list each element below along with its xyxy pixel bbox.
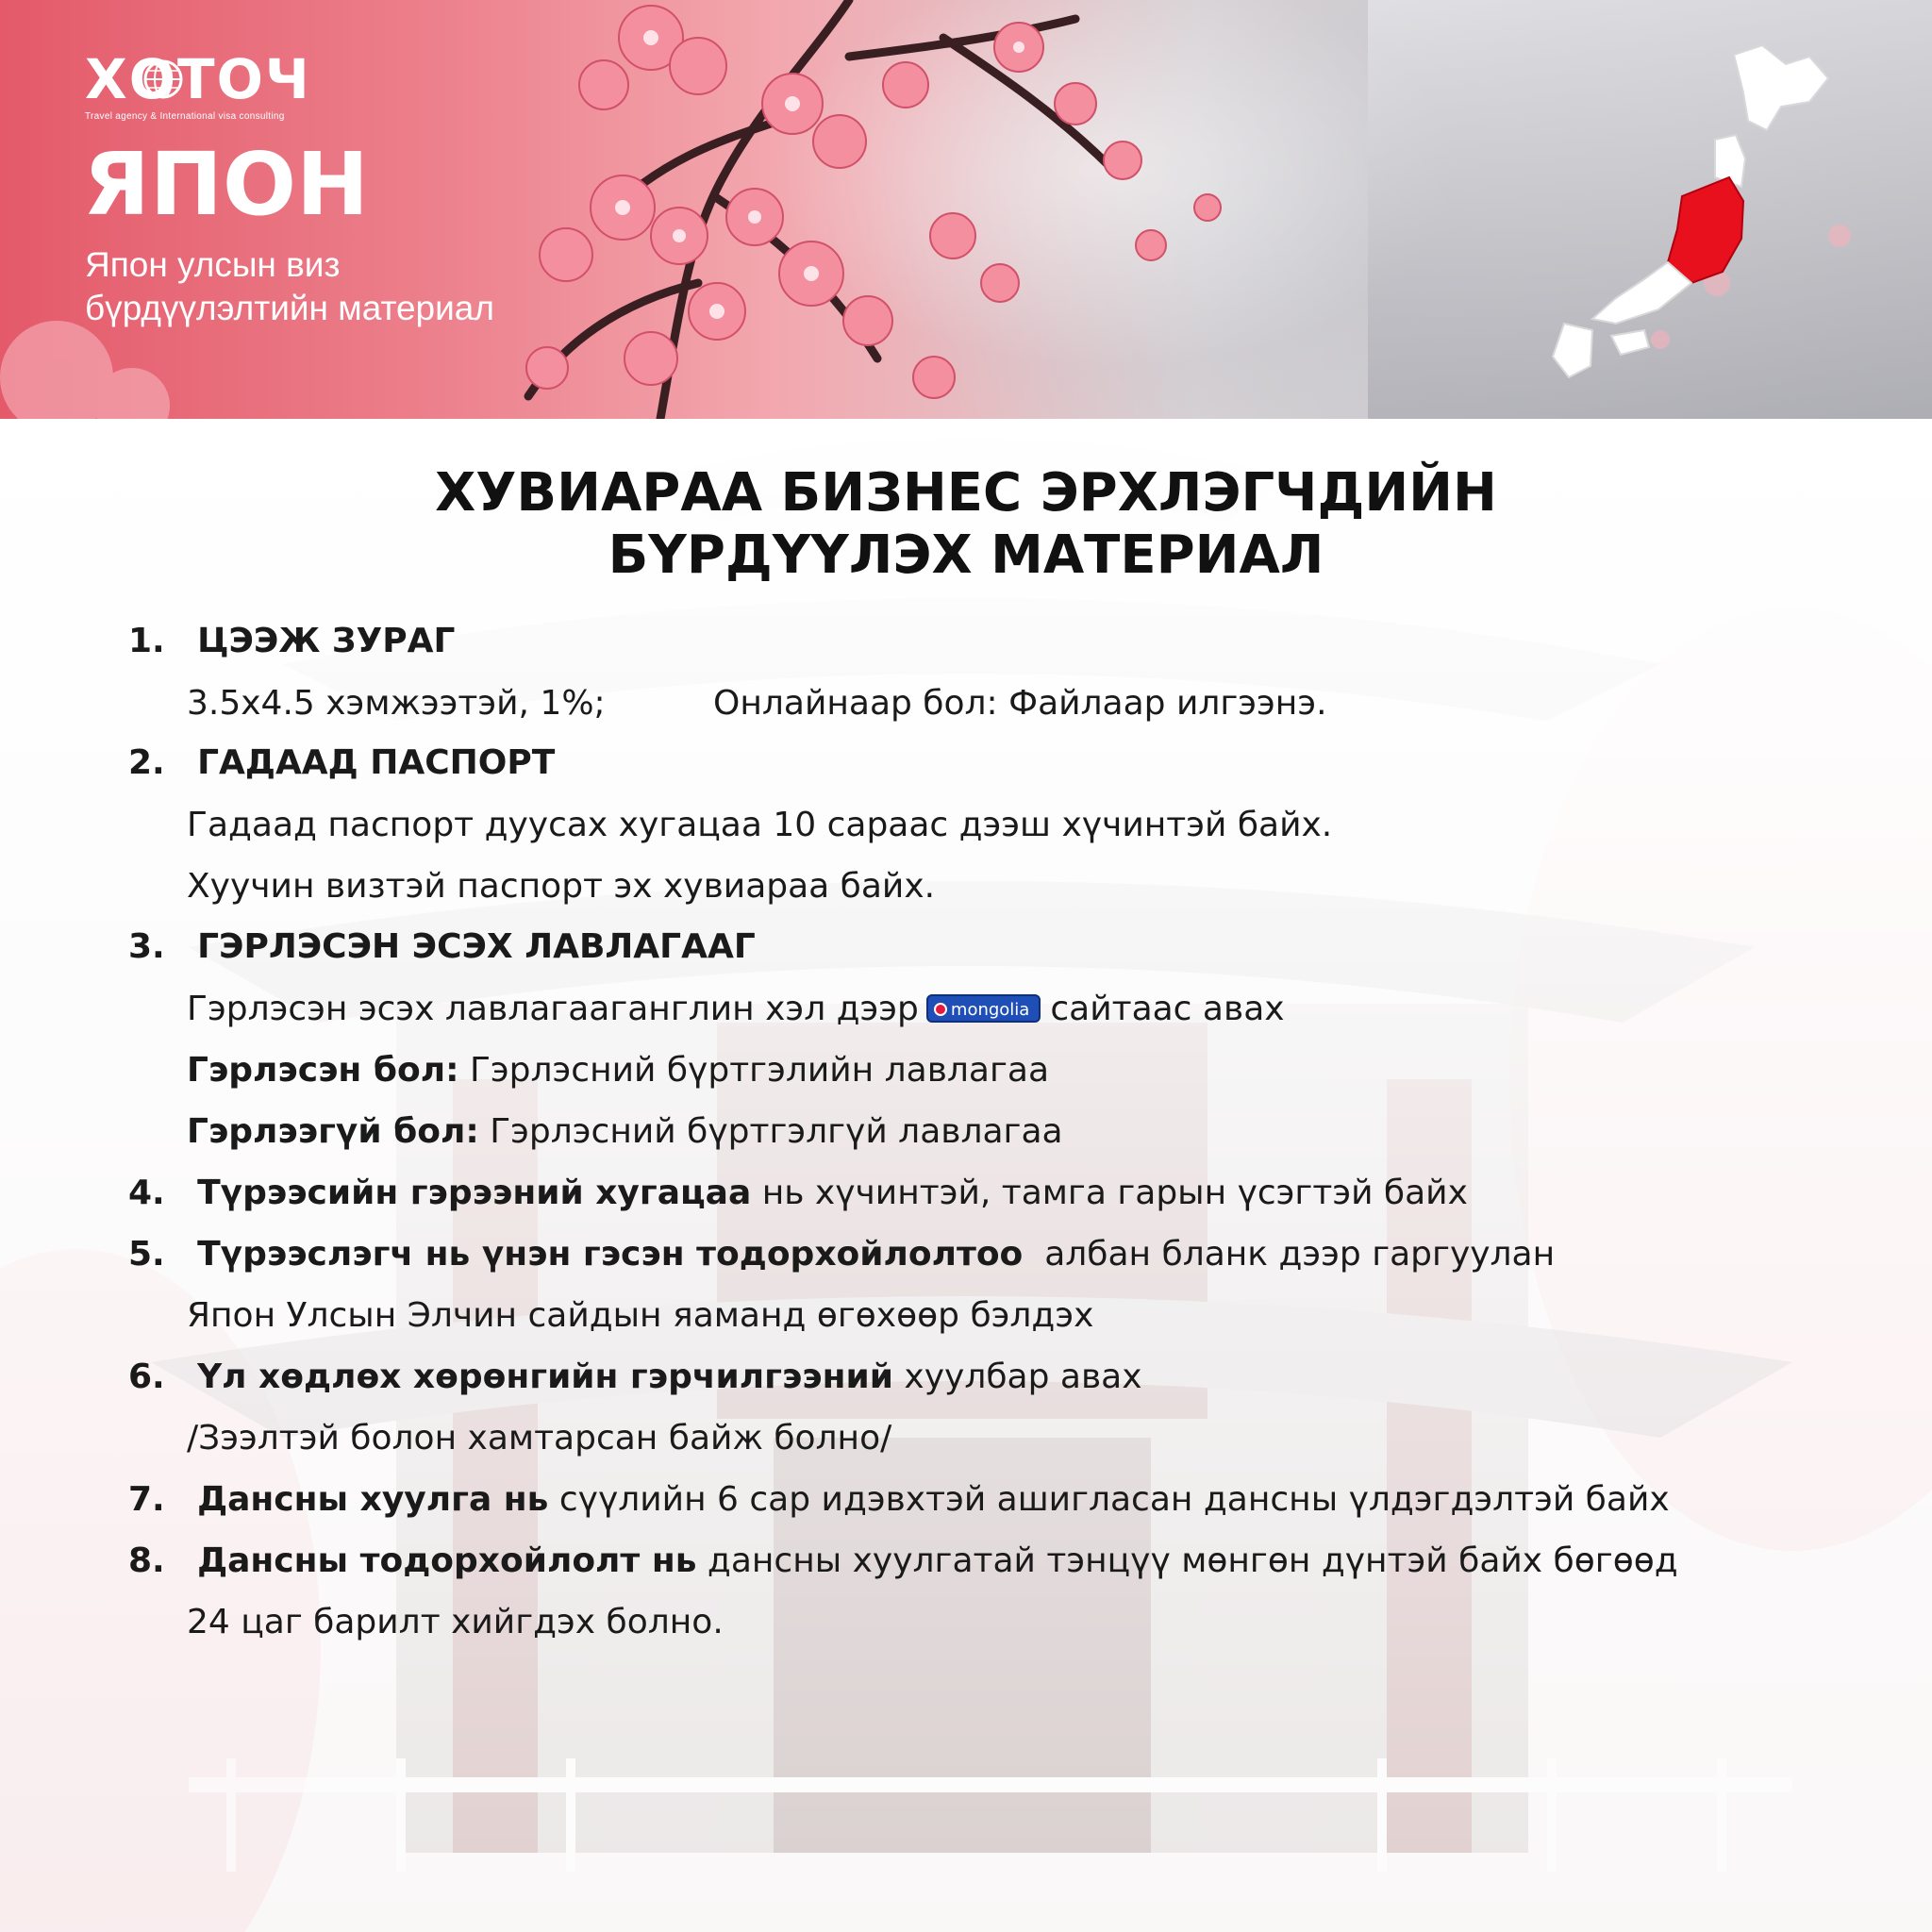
item-number: 1. bbox=[128, 622, 165, 660]
item-number: 6. bbox=[128, 1357, 165, 1396]
item-detail: Япон Улсын Элчин сайдын яаманд өгөхөөр бэлдэх bbox=[187, 1296, 1094, 1335]
item-detail: /Зээлтэй болон хамтарсан байж болно/ bbox=[187, 1419, 892, 1457]
heading-line-1: ХУВИАРАА БИЗНЕС ЭРХЛЭГЧДИЙН bbox=[435, 462, 1497, 524]
item-detail bbox=[187, 989, 1285, 1030]
item-title: Үл хөдлөх хөрөнгийн гэрчилгээний bbox=[197, 1357, 893, 1396]
item-detail bbox=[187, 1050, 1049, 1091]
list-item bbox=[128, 742, 555, 784]
item-text: албан бланк дээр гаргуулан bbox=[1044, 1235, 1556, 1274]
item-number: 7. bbox=[128, 1480, 165, 1519]
item-detail: Гадаад паспорт дуусах хугацаа 10 сараас дээш хүчинтэй байх. bbox=[187, 806, 1333, 844]
brand-tagline: Travel agency & International visa consulting bbox=[85, 111, 285, 122]
item-text: нь хүчинтэй, тамга гарын үсэгтэй байх bbox=[761, 1174, 1468, 1212]
item-title: Түрээслэгч нь үнэн гэсэн тодорхойлолтоо bbox=[197, 1235, 1024, 1274]
detail-text: сайтаас авах bbox=[1050, 990, 1285, 1028]
item-title: Түрээсийн гэрээний хугацаа bbox=[197, 1174, 752, 1212]
item-detail: 3.5x4.5 хэмжээтэй, 1%; bbox=[187, 684, 606, 723]
item-number: 8. bbox=[128, 1541, 165, 1580]
item-text: хуулбар авах bbox=[904, 1357, 1142, 1396]
detail-label: Гэрлэсэн бол: bbox=[187, 1051, 459, 1090]
section-heading bbox=[0, 462, 1932, 587]
e-mongolia-badge[interactable] bbox=[926, 994, 1041, 1023]
item-detail: Хуучин визтэй паспорт эх хувиараа байх. bbox=[187, 867, 936, 906]
header-banner bbox=[0, 0, 1932, 419]
list-item bbox=[128, 926, 756, 968]
item-detail: Онлайнаар бол: Файлаар илгээнэ. bbox=[713, 684, 1327, 723]
item-text: дансны хуулгатай тэнцүү мөнгөн дүнтэй байх бөгөөд bbox=[707, 1541, 1678, 1580]
mongolia-logo-icon bbox=[934, 1003, 947, 1016]
detail-text: Гэрлэсэн эсэх лавлагааганглин хэл дээр bbox=[187, 990, 919, 1028]
item-title: ГЭРЛЭСЭН ЭСЭХ ЛАВЛАГААГ bbox=[197, 927, 756, 966]
detail-text: Гэрлэсний бүртгэлийн лавлагаа bbox=[469, 1051, 1050, 1090]
japan-map-icon bbox=[1526, 36, 1847, 394]
item-title: ГАДААД ПАСПОРТ bbox=[197, 743, 556, 782]
item-title: Дансны тодорхойлолт нь bbox=[197, 1541, 697, 1580]
badge-label: mongolia bbox=[950, 1000, 1030, 1020]
banner-subtitle bbox=[85, 243, 745, 330]
item-title: Дансны хуулга нь bbox=[197, 1480, 549, 1519]
item-detail bbox=[187, 1111, 1063, 1153]
country-title: ЯПОН bbox=[83, 134, 370, 235]
list-item bbox=[128, 1479, 1670, 1521]
item-number: 5. bbox=[128, 1235, 165, 1274]
detail-text: Гэрлэсний бүртгэлгүй лавлагаа bbox=[490, 1112, 1063, 1151]
item-title: ЦЭЭЖ ЗУРАГ bbox=[197, 622, 456, 660]
list-item bbox=[128, 621, 455, 662]
brand-logo: ХОТОЧ bbox=[85, 47, 311, 111]
list-item bbox=[128, 1234, 1555, 1275]
item-text: сүүлийн 6 сар идэвхтэй ашигласан дансны үлдэгдэлтэй байх bbox=[558, 1480, 1670, 1519]
subtitle-line-2: бүрдүүлэлтийн материал bbox=[85, 289, 494, 327]
item-number: 4. bbox=[128, 1174, 165, 1212]
subtitle-line-1: Япон улсын виз bbox=[85, 245, 341, 284]
list-item bbox=[128, 1541, 1678, 1582]
item-number: 2. bbox=[128, 743, 165, 782]
heading-line-2: БҮРДҮҮЛЭХ МАТЕРИАЛ bbox=[608, 525, 1324, 586]
detail-label: Гэрлээгүй бол: bbox=[187, 1112, 479, 1151]
list-item bbox=[128, 1173, 1468, 1214]
item-number: 3. bbox=[128, 927, 165, 966]
item-detail: 24 цаг барилт хийгдэх болно. bbox=[187, 1603, 724, 1641]
list-item bbox=[128, 1357, 1142, 1398]
globe-icon bbox=[142, 58, 184, 100]
